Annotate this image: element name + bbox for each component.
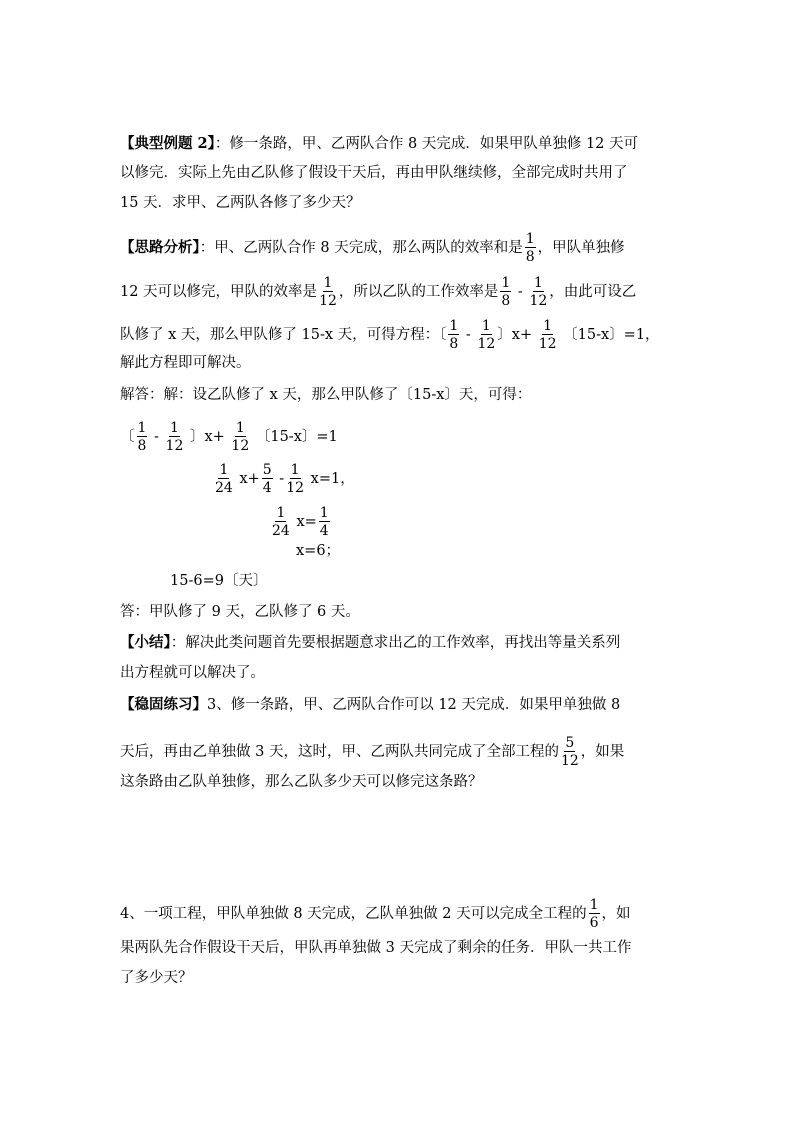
analysis-line-2: 12 天可以修完，甲队的效率是 $\frac{1}{12}$ ，所以乙队的工作效率是 $\frac{1}{8}$ - $\frac{1}{12}$ ，由此可设乙: [120, 275, 637, 309]
example-line-1: 【典型例题 2】：修一条路，甲、乙两队合作 8 天完成．如果甲队单独修 12 天可: [120, 135, 639, 152]
solution-eq-3: $\frac{1}{24}$ x= $\frac{1}{4}$: [272, 505, 329, 539]
example-label: 【典型例题 2】: [120, 135, 215, 152]
practice-label: 【稳固练习】: [120, 696, 207, 713]
fraction-1-4: $\frac{1}{4}$: [319, 505, 329, 539]
summary-line-1: 【小结】：解决此类问题首先要根据题意求出乙的工作效率，再找出等量关系列: [120, 634, 621, 651]
solution-eq-5: 15-6=9〔天〕: [170, 573, 268, 589]
fraction-1-12: $\frac{1}{12}$: [165, 420, 184, 454]
solution-answer: 答：甲队修了 9 天，乙队修了 6 天。: [120, 604, 360, 620]
analysis-line-3: 队修了 x 天，那么甲队修了 15-x 天，可得方程：〔 $\frac{1}{8}$ - $\frac{1}{12}$ 〕x+ $\frac{1}{12}$ 〔15-x〕=1，: [120, 318, 660, 352]
fraction-1-8: $\frac{1}{8}$: [449, 318, 459, 352]
summary-label: 【小结】: [120, 634, 171, 651]
summary-line-2: 出方程就可以解决了。: [120, 665, 265, 681]
fraction-1-8: $\frac{1}{8}$: [501, 275, 511, 309]
q4-line-1: 4、一项工程，甲队单独做 8 天完成，乙队单独做 2 天可以完成全工程的 $\frac{1}{6}$ ，如: [120, 897, 631, 931]
fraction-1-12: $\frac{1}{12}$: [538, 318, 557, 352]
fraction-1-6: $\frac{1}{6}$: [589, 897, 599, 931]
fraction-1-12: $\frac{1}{12}$: [319, 275, 337, 309]
practice-line-1: 【稳固练习】3、修一条路，甲、乙两队合作可以 12 天完成．如果甲单独做 8: [120, 696, 621, 713]
fraction-5-12: $\frac{5}{12}$: [560, 735, 579, 769]
fraction-1-24: $\frac{1}{24}$: [215, 462, 233, 496]
analysis-line-1: 【思路分析】：甲、乙两队合作 8 天完成，那么两队的效率和是 $\frac{1}{8}$ ，甲队单独修: [120, 231, 625, 265]
practice-line-3: 这条路由乙队单独修，那么乙队多少天可以修完这条路？: [120, 774, 483, 790]
solution-eq-1: 〔 $\frac{1}{8}$ - $\frac{1}{12}$ 〕x+ $\frac{1}{12}$ 〔15-x〕=1: [120, 420, 338, 454]
fraction-1-12: $\frac{1}{12}$: [231, 420, 250, 454]
fraction-1-8: $\frac{1}{8}$: [137, 420, 147, 454]
analysis-label: 【思路分析】: [120, 239, 200, 256]
fraction-1-12: $\frac{1}{12}$: [477, 318, 496, 352]
solution-eq-2: $\frac{1}{24}$ x+ $\frac{5}{4}$ - $\frac{1}{12}$ x=1，: [215, 462, 355, 496]
fraction-1-12: $\frac{1}{12}$: [529, 275, 548, 309]
example-line-3: 15 天．求甲、乙两队各修了多少天？: [120, 195, 361, 211]
analysis-line-4: 解此方程即可解决。: [120, 355, 251, 371]
fraction-1-8: $\frac{1}{8}$: [525, 231, 535, 265]
example-line-2: 以修完．实际上先由乙队修了假设干天后，再由甲队继续修，全部完成时共用了: [120, 165, 628, 181]
fraction-1-12: $\frac{1}{12}$: [286, 462, 305, 496]
solution-intro: 解答：解：设乙队修了 x 天，那么甲队修了〔15-x〕天，可得：: [120, 387, 532, 403]
solution-eq-4: x=6；: [296, 543, 341, 559]
fraction-5-4: $\frac{5}{4}$: [262, 462, 272, 496]
q4-line-3: 了多少天？: [120, 970, 193, 986]
fraction-1-24: $\frac{1}{24}$: [272, 505, 290, 539]
practice-line-2: 天后，再由乙单独做 3 天，这时，甲、乙两队共同完成了全部工程的 $\frac{5}{12}$ ，如果: [120, 735, 625, 769]
q4-line-2: 果两队先合作假设干天后，甲队再单独做 3 天完成了剩余的任务．甲队一共工作: [120, 940, 632, 956]
